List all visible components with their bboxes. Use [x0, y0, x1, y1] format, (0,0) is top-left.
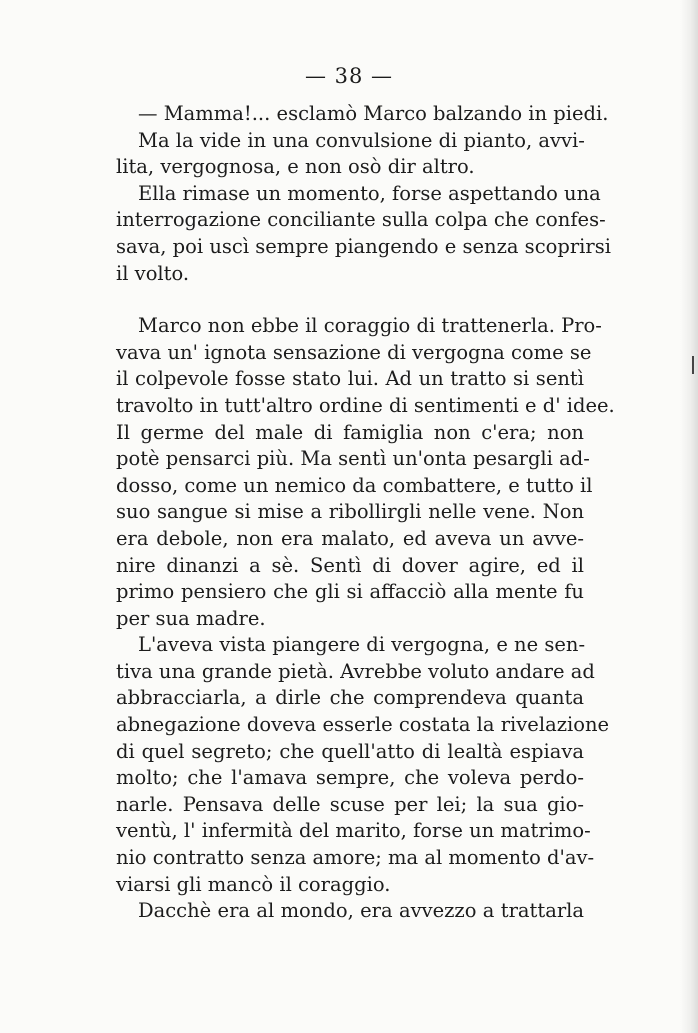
text-line: travolto in tutt'altro ordine di sentimenti e d' idee. — [116, 393, 615, 417]
text-line: interrogazione conciliante sulla colpa che confes- — [116, 208, 606, 232]
text-line: primo pensiero che gli si affacciò alla mente fu — [116, 580, 584, 604]
text-line: narle. Pensava delle scuse per lei; la sua gio- — [116, 792, 584, 816]
text-line: di quel segreto; che quell'atto di lealtà espiava — [116, 739, 584, 763]
text-line: ventù, l' infermità del marito, forse un matrimo- — [116, 819, 591, 843]
text-line: molto; che l'amava sempre, che voleva perdo- — [116, 766, 584, 790]
text-line: nire dinanzi a sè. Sentì di dover agire, ed il — [116, 553, 584, 577]
text-line: era debole, non era malato, ed aveva un avve- — [116, 526, 584, 550]
text-line: suo sangue si mise a ribollirgli nelle vene. Non — [116, 500, 584, 524]
scan-edge-mark — [692, 356, 694, 374]
text-line: Ella rimase un momento, forse aspettando una — [138, 181, 601, 205]
scan-edge-shadow — [680, 0, 698, 1033]
text-line: dosso, come un nemico da combattere, e tutto il — [116, 473, 593, 497]
body-text — [116, 101, 615, 925]
text-line: abbracciarla, a dirle che comprendeva quanta — [116, 686, 584, 710]
text-line: Ma la vide in una convulsione di pianto, avvi- — [138, 128, 585, 152]
text-line: il colpevole fosse stato lui. Ad un tratto si sentì — [116, 367, 584, 391]
text-line: sava, poi uscì sempre piangendo e senza scoprirsi — [116, 234, 611, 258]
section-break — [116, 287, 584, 313]
text-line: tiva una grande pietà. Avrebbe voluto andare ad — [116, 659, 595, 683]
text-line: lita, vergognosa, e non osò dir altro. — [116, 155, 475, 179]
text-line: — Mamma!... esclamò Marco balzando in piedi. — [138, 102, 609, 125]
text-line: il volto. — [116, 261, 190, 285]
text-line: Il germe del male di famiglia non c'era; non — [116, 420, 584, 444]
page-number: — 38 — — [304, 64, 394, 88]
text-line: nio contratto senza amore; ma al momento d'av- — [116, 846, 595, 870]
text-line: potè pensarci più. Ma sentì un'onta pesargli ad- — [116, 447, 590, 471]
text-line: per sua madre. — [116, 606, 266, 630]
text-line: Marco non ebbe il coraggio di trattenerla. Pro- — [138, 314, 602, 338]
text-line: abnegazione doveva esserle costata la rivelazione — [116, 713, 610, 737]
text-line: Dacchè era al mondo, era avvezzo a trattarla — [138, 899, 584, 923]
text-line: viarsi gli mancò il coraggio. — [116, 872, 391, 896]
text-line: vava un' ignota sensazione di vergogna come se — [116, 340, 592, 364]
text-line: L'aveva vista piangere di vergogna, e ne sen- — [138, 633, 586, 657]
